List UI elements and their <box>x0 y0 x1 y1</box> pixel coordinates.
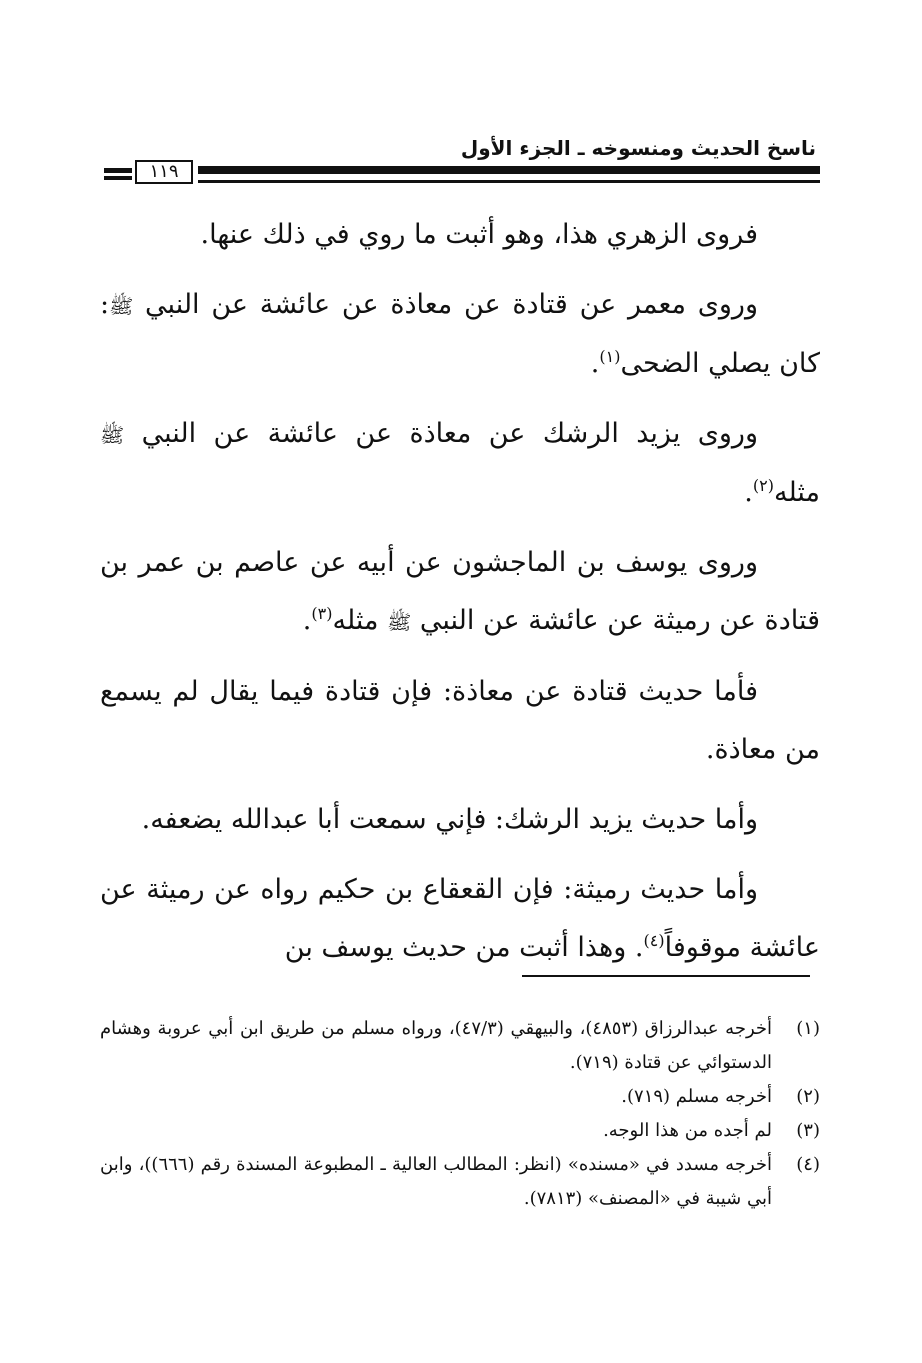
paragraph-4-end: . <box>302 605 312 636</box>
main-text <box>100 206 820 989</box>
footnote-text: أخرجه مسلم (٧١٩). <box>621 1086 772 1107</box>
footnote-number: (٣) <box>796 1120 820 1141</box>
footnote-1 <box>100 1012 820 1080</box>
paragraph-2-text-a: وروى معمر عن قتادة عن معاذة عن عائشة عن النبي <box>133 289 758 320</box>
footnote-2 <box>100 1080 820 1114</box>
header-rule-left-upper <box>104 168 132 173</box>
running-title: ناسخ الحديث ومنسوخه ـ الجزء الأول <box>460 136 816 160</box>
paragraph-2 <box>100 276 820 393</box>
footnote-ref-4[interactable]: (٤) <box>643 931 665 950</box>
paragraph-2-text-b: : كان يصلي الضحى <box>100 289 820 379</box>
footnote-ref-2[interactable]: (٢) <box>752 476 774 495</box>
paragraph-4-text-b: مثله <box>332 605 388 636</box>
paragraph-3-text-a: وروى يزيد الرشك عن معاذة عن عائشة عن النبي <box>124 418 758 449</box>
paragraph-3-text-b: مثله <box>773 477 820 508</box>
paragraph-3 <box>100 405 820 522</box>
footnote-text: أخرجه عبدالرزاق (٤٨٥٣)، والبيهقي (٤٧/٣)، ورواه مسلم من طريق ابن أبي عروبة وهشام الدستوائي عن قتادة (٧١٩). <box>100 1018 773 1073</box>
footnote-number: (١) <box>796 1018 820 1039</box>
footnote-number: (٢) <box>796 1086 820 1107</box>
paragraph-3-end: . <box>744 477 753 508</box>
footnote-number: (٤) <box>796 1154 820 1175</box>
paragraph-5: فأما حديث قتادة عن معاذة: فإن قتادة فيما يقال لم يسمع من معاذة. <box>100 676 820 765</box>
footnote-ref-1[interactable]: (١) <box>599 347 621 366</box>
footnote-3 <box>100 1114 820 1148</box>
paragraph-4-text-a: وروى يوسف بن الماجشون عن أبيه عن عاصم بن عمر بن قتادة عن رميثة عن عائشة عن النبي <box>100 547 820 636</box>
paragraph-2-end: . <box>590 348 600 379</box>
pbuh-ligature: ﷺ <box>100 423 125 447</box>
footnote-text: لم أجده من هذا الوجه. <box>603 1120 772 1141</box>
paragraph-7-text-b: . وهذا أثبت من حديث يوسف بن <box>284 932 644 963</box>
paragraph-7 <box>100 861 820 977</box>
paragraph-6: وأما حديث يزيد الرشك: فإني سمعت أبا عبدالله يضعفه. <box>141 804 758 835</box>
paragraph-4 <box>100 534 820 651</box>
paragraph-7-text-a: وأما حديث رميثة: فإن القعقاع بن حكيم رواه عن رميثة عن عائشة موقوفاً <box>100 874 820 963</box>
pbuh-ligature: ﷺ <box>109 294 134 318</box>
pbuh-ligature: ﷺ <box>387 610 412 634</box>
footnotes <box>100 1012 820 1216</box>
header-rule-left-lower <box>104 176 132 180</box>
footnote-4 <box>100 1148 820 1216</box>
footnote-ref-3[interactable]: (٣) <box>311 604 333 623</box>
paragraph-1: فروى الزهري هذا، وهو أثبت ما روي في ذلك عنها. <box>200 219 758 250</box>
page-number: ١١٩ <box>135 160 193 184</box>
footnote-text: أخرجه مسدد في «مسنده» (انظر: المطالب العالية ـ المطبوعة المسندة رقم (٦٦٦))، وابن أبي شيبة في «المصنف» (٧٨١٣). <box>100 1154 773 1209</box>
footnote-separator <box>522 975 810 977</box>
header-rule-thin <box>198 180 820 183</box>
header-rule-thick <box>198 166 820 174</box>
